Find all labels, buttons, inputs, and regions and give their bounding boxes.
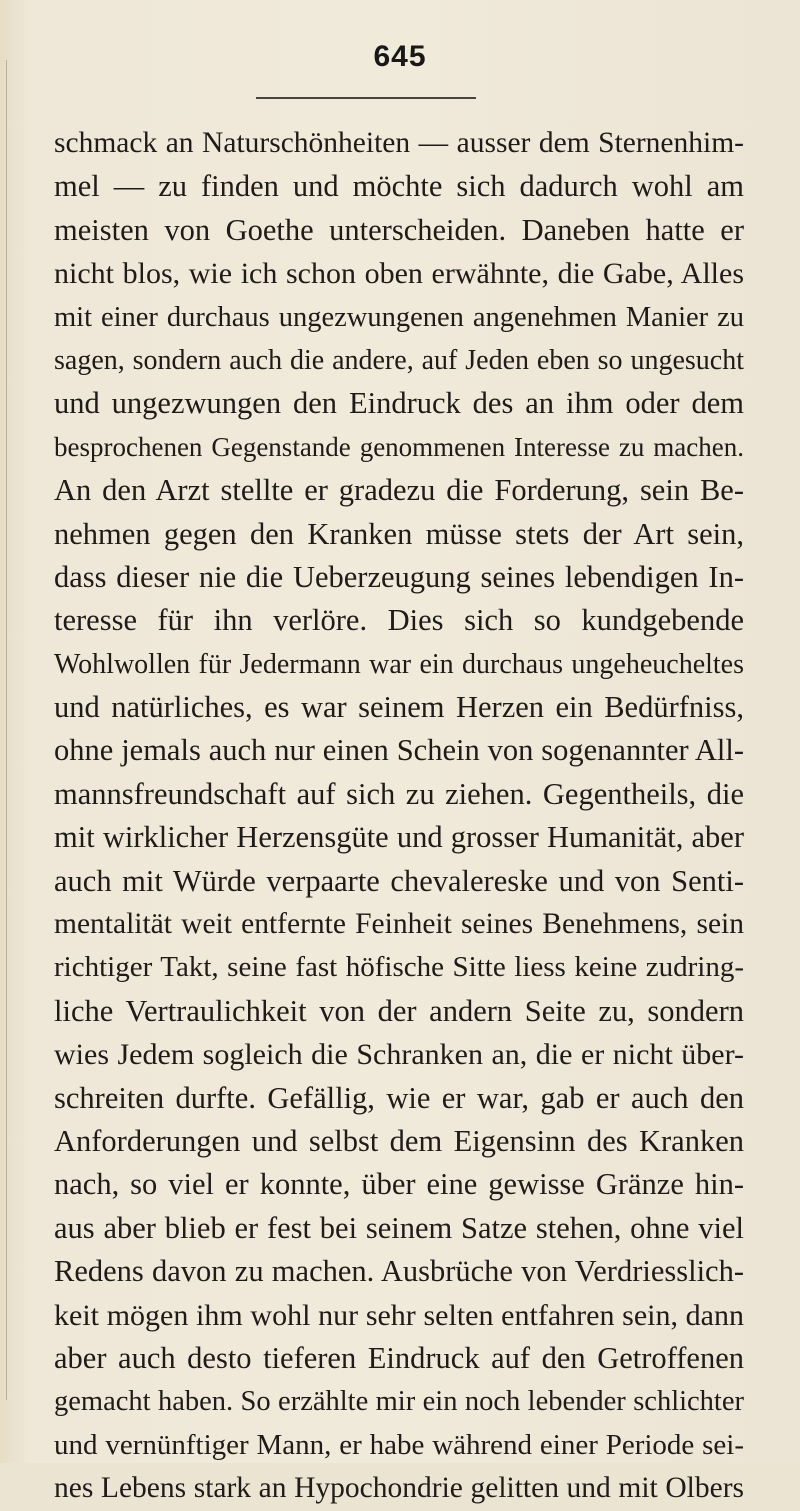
text-body <box>54 122 744 1511</box>
text-line: sagen, sondern auch die andere, auf Jeden eben so ungesucht <box>54 344 744 376</box>
text-line: ohne jemals auch nur einen Schein von sogenannter All- <box>54 733 744 768</box>
text-line: und natürliches, es war seinem Herzen ein Bedürfniss, <box>54 690 744 725</box>
text-line: liche Vertraulichkeit von der andern Seite zu, sondern <box>54 993 744 1028</box>
text-line: nicht blos, wie ich schon oben erwähnte, die Gabe, Alles <box>54 257 744 291</box>
text-line: Anforderungen und selbst dem Eigensinn des Kranken <box>54 1123 744 1158</box>
text-line: auch mit Würde verpaarte chevalereske und von Senti- <box>54 863 744 898</box>
text-line: mit einer durchaus ungezwungenen angenehmen Manier zu <box>54 301 744 333</box>
text-line: nach, so viel er konnte, über eine gewisse Gränze hin- <box>54 1167 744 1202</box>
text-line: schmack an Naturschönheiten — ausser dem Sternenhim- <box>54 127 744 159</box>
text-line: und ungezwungen den Eindruck des an ihm oder dem <box>54 386 744 421</box>
text-line: An den Arzt stellte er gradezu die Forderung, sein Be- <box>54 473 744 508</box>
text-line: schreiten durfte. Gefällig, wie er war, gab er auch den <box>54 1080 744 1115</box>
page-edge-line <box>6 60 7 1400</box>
text-line: meisten von Goethe unterscheiden. Daneben hatte er <box>54 212 744 247</box>
text-line: keit mögen ihm wohl nur sehr selten entfahren sein, dann <box>54 1298 744 1332</box>
header-rule <box>256 97 476 99</box>
text-line: besprochenen Gegenstande genommenen Interesse zu machen. <box>54 431 744 462</box>
text-line: und vernünftiger Mann, er habe während einer Periode sei- <box>54 1428 744 1461</box>
text-line: mit wirklicher Herzensgüte und grosser Humanität, aber <box>54 820 744 855</box>
text-line: mel — zu finden und möchte sich dadurch wohl am <box>54 169 744 204</box>
text-line: gemacht haben. So erzählte mir ein noch lebender schlichter <box>54 1386 744 1418</box>
page-number: 645 <box>373 40 427 73</box>
text-line: mentalität weit entfernte Feinheit seines Benehmens, sein <box>54 908 744 941</box>
text-line: Redens davon zu machen. Ausbrüche von Verdriesslich- <box>54 1254 744 1289</box>
text-line: Wohlwollen für Jedermann war ein durchaus ungeheucheltes <box>54 648 744 680</box>
text-line: aus aber blieb er fest bei seinem Satze stehen, ohne viel <box>54 1210 744 1245</box>
text-line: richtiger Takt, seine fast höfische Sitte liess keine zudring- <box>54 951 744 984</box>
text-line: mannsfreundschaft auf sich zu ziehen. Gegentheils, die <box>54 776 744 811</box>
text-line: dass dieser nie die Ueberzeugung seines lebendigen In- <box>54 559 744 594</box>
text-line: nehmen gegen den Kranken müsse stets der Art sein, <box>54 516 744 551</box>
text-line: wies Jedem sogleich die Schranken an, die er nicht über- <box>54 1038 744 1072</box>
text-line: nes Lebens stark an Hypochondrie gelitten und mit Olbers <box>54 1472 744 1505</box>
text-line: aber auch desto tieferen Eindruck auf den Getroffenen <box>54 1340 744 1375</box>
text-line: teresse für ihn verlöre. Dies sich so kundgebende <box>54 603 744 638</box>
